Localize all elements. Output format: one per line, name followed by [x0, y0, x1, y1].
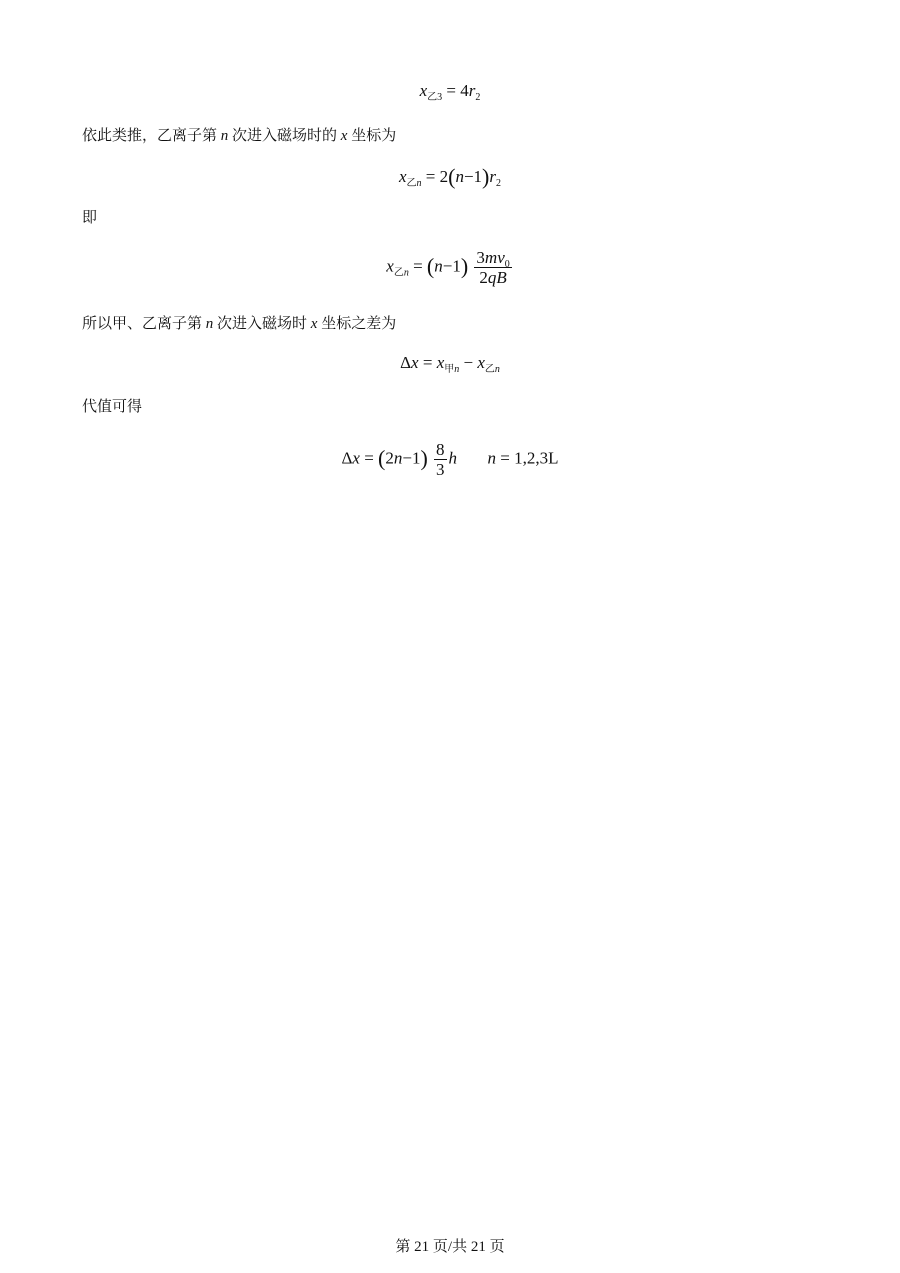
eq4-x2: x [477, 353, 485, 373]
eq5-denominator: 3 [436, 460, 445, 479]
para2-text: 即 [82, 210, 98, 226]
eq3-n: n [434, 256, 443, 276]
eq5-cond-values: 1,2,3L [514, 448, 559, 468]
eq3-lhs-var: x [386, 256, 394, 276]
eq2-n: n [455, 167, 464, 186]
para1-post: 坐标为 [351, 128, 397, 144]
eq3-num-m: m [484, 248, 498, 267]
equation-x-yi-n-expanded [0, 248, 900, 287]
equation-x-yi-n [0, 164, 900, 190]
equation-x-yi-3 [0, 80, 900, 104]
eq4-x1-sub-n: n [454, 364, 460, 376]
paragraph-substitute [82, 397, 142, 417]
eq4-x: x [411, 353, 419, 373]
eq4-x2-sub-cn: 乙 [484, 364, 495, 376]
eq2-minus-one: −1 [463, 167, 483, 186]
para1-n: n [220, 128, 229, 144]
eq2-coef: 2 [439, 167, 449, 186]
eq5-x: x [352, 448, 360, 468]
eq5-cond-equals: = [500, 448, 510, 468]
para1-mid: 次进入磁场时的 [232, 128, 338, 144]
page-number: 第 21 页/共 21 页 [395, 1239, 505, 1255]
equation-delta-x-definition [0, 352, 900, 376]
paragraph-analogy [82, 126, 396, 146]
eq5-rparen: ) [420, 445, 428, 471]
eq5-n: n [393, 448, 403, 468]
eq2-lparen: ( [448, 164, 456, 189]
eq1-coef: 4 [460, 81, 469, 101]
para3-x: x [310, 316, 318, 332]
page-footer [0, 1235, 900, 1256]
eq3-rparen: ) [460, 253, 469, 279]
eq1-lhs-var: x [419, 81, 428, 101]
eq5-numerator: 8 [436, 440, 445, 459]
para1-pre: 依此类推，乙离子第 [82, 128, 218, 144]
eq5-lparen: ( [378, 445, 386, 471]
equation-delta-x-result [0, 440, 900, 479]
eq5-minus-one: −1 [402, 448, 421, 468]
para4-text: 代值可得 [82, 399, 143, 415]
eq3-lparen: ( [426, 253, 435, 279]
eq5-coef: 2 [385, 448, 394, 468]
eq1-r: r [468, 81, 476, 101]
para3-n: n [205, 316, 214, 332]
eq3-num-v-sub: 0 [504, 259, 510, 270]
eq4-equals: = [422, 353, 433, 373]
eq3-fraction [474, 248, 511, 287]
eq2-r: r [489, 167, 496, 186]
eq2-lhs-sub-n: n [416, 178, 422, 189]
eq3-den-B: B [496, 268, 507, 287]
eq4-x2-sub-n: n [494, 364, 500, 376]
eq4-delta: Δ [400, 353, 412, 373]
eq3-minus-one: −1 [442, 256, 461, 276]
eq2-equals: = [425, 167, 436, 186]
eq5-fraction [434, 440, 447, 479]
eq4-x1-sub-cn: 甲 [444, 364, 455, 376]
paragraph-ji [82, 208, 97, 228]
eq1-equals: = [446, 81, 456, 101]
para3-pre: 所以甲、乙离子第 [82, 316, 203, 332]
eq3-num-v: v [497, 248, 505, 267]
para3-mid: 次进入磁场时 [217, 316, 308, 332]
eq5-equals: = [364, 448, 374, 468]
eq5-h: h [448, 448, 458, 468]
eq4-minus: − [463, 353, 474, 373]
eq3-numerator [474, 248, 511, 268]
eq3-lhs-sub-cn: 乙 [393, 267, 404, 279]
eq2-lhs-var: x [398, 167, 407, 186]
eq3-den-q: q [487, 268, 497, 287]
para3-post: 坐标之差为 [321, 316, 397, 332]
eq2-rparen: ) [482, 164, 490, 189]
paragraph-difference [82, 314, 396, 334]
eq3-denominator [474, 268, 511, 287]
eq4-x1: x [436, 353, 445, 373]
eq5-cond-n: n [487, 448, 497, 468]
eq3-den-coef: 2 [479, 268, 488, 287]
eq1-lhs-sub: 乙3 [427, 92, 443, 104]
eq3-equals: = [413, 256, 423, 276]
eq1-r-sub: 2 [475, 92, 481, 104]
para1-x: x [340, 128, 348, 144]
eq2-r-sub: 2 [496, 178, 501, 189]
eq3-num-coef: 3 [476, 248, 485, 267]
eq3-lhs-sub-n: n [403, 267, 409, 279]
eq2-lhs-sub-cn: 乙 [406, 178, 417, 189]
eq5-delta: Δ [341, 448, 353, 468]
